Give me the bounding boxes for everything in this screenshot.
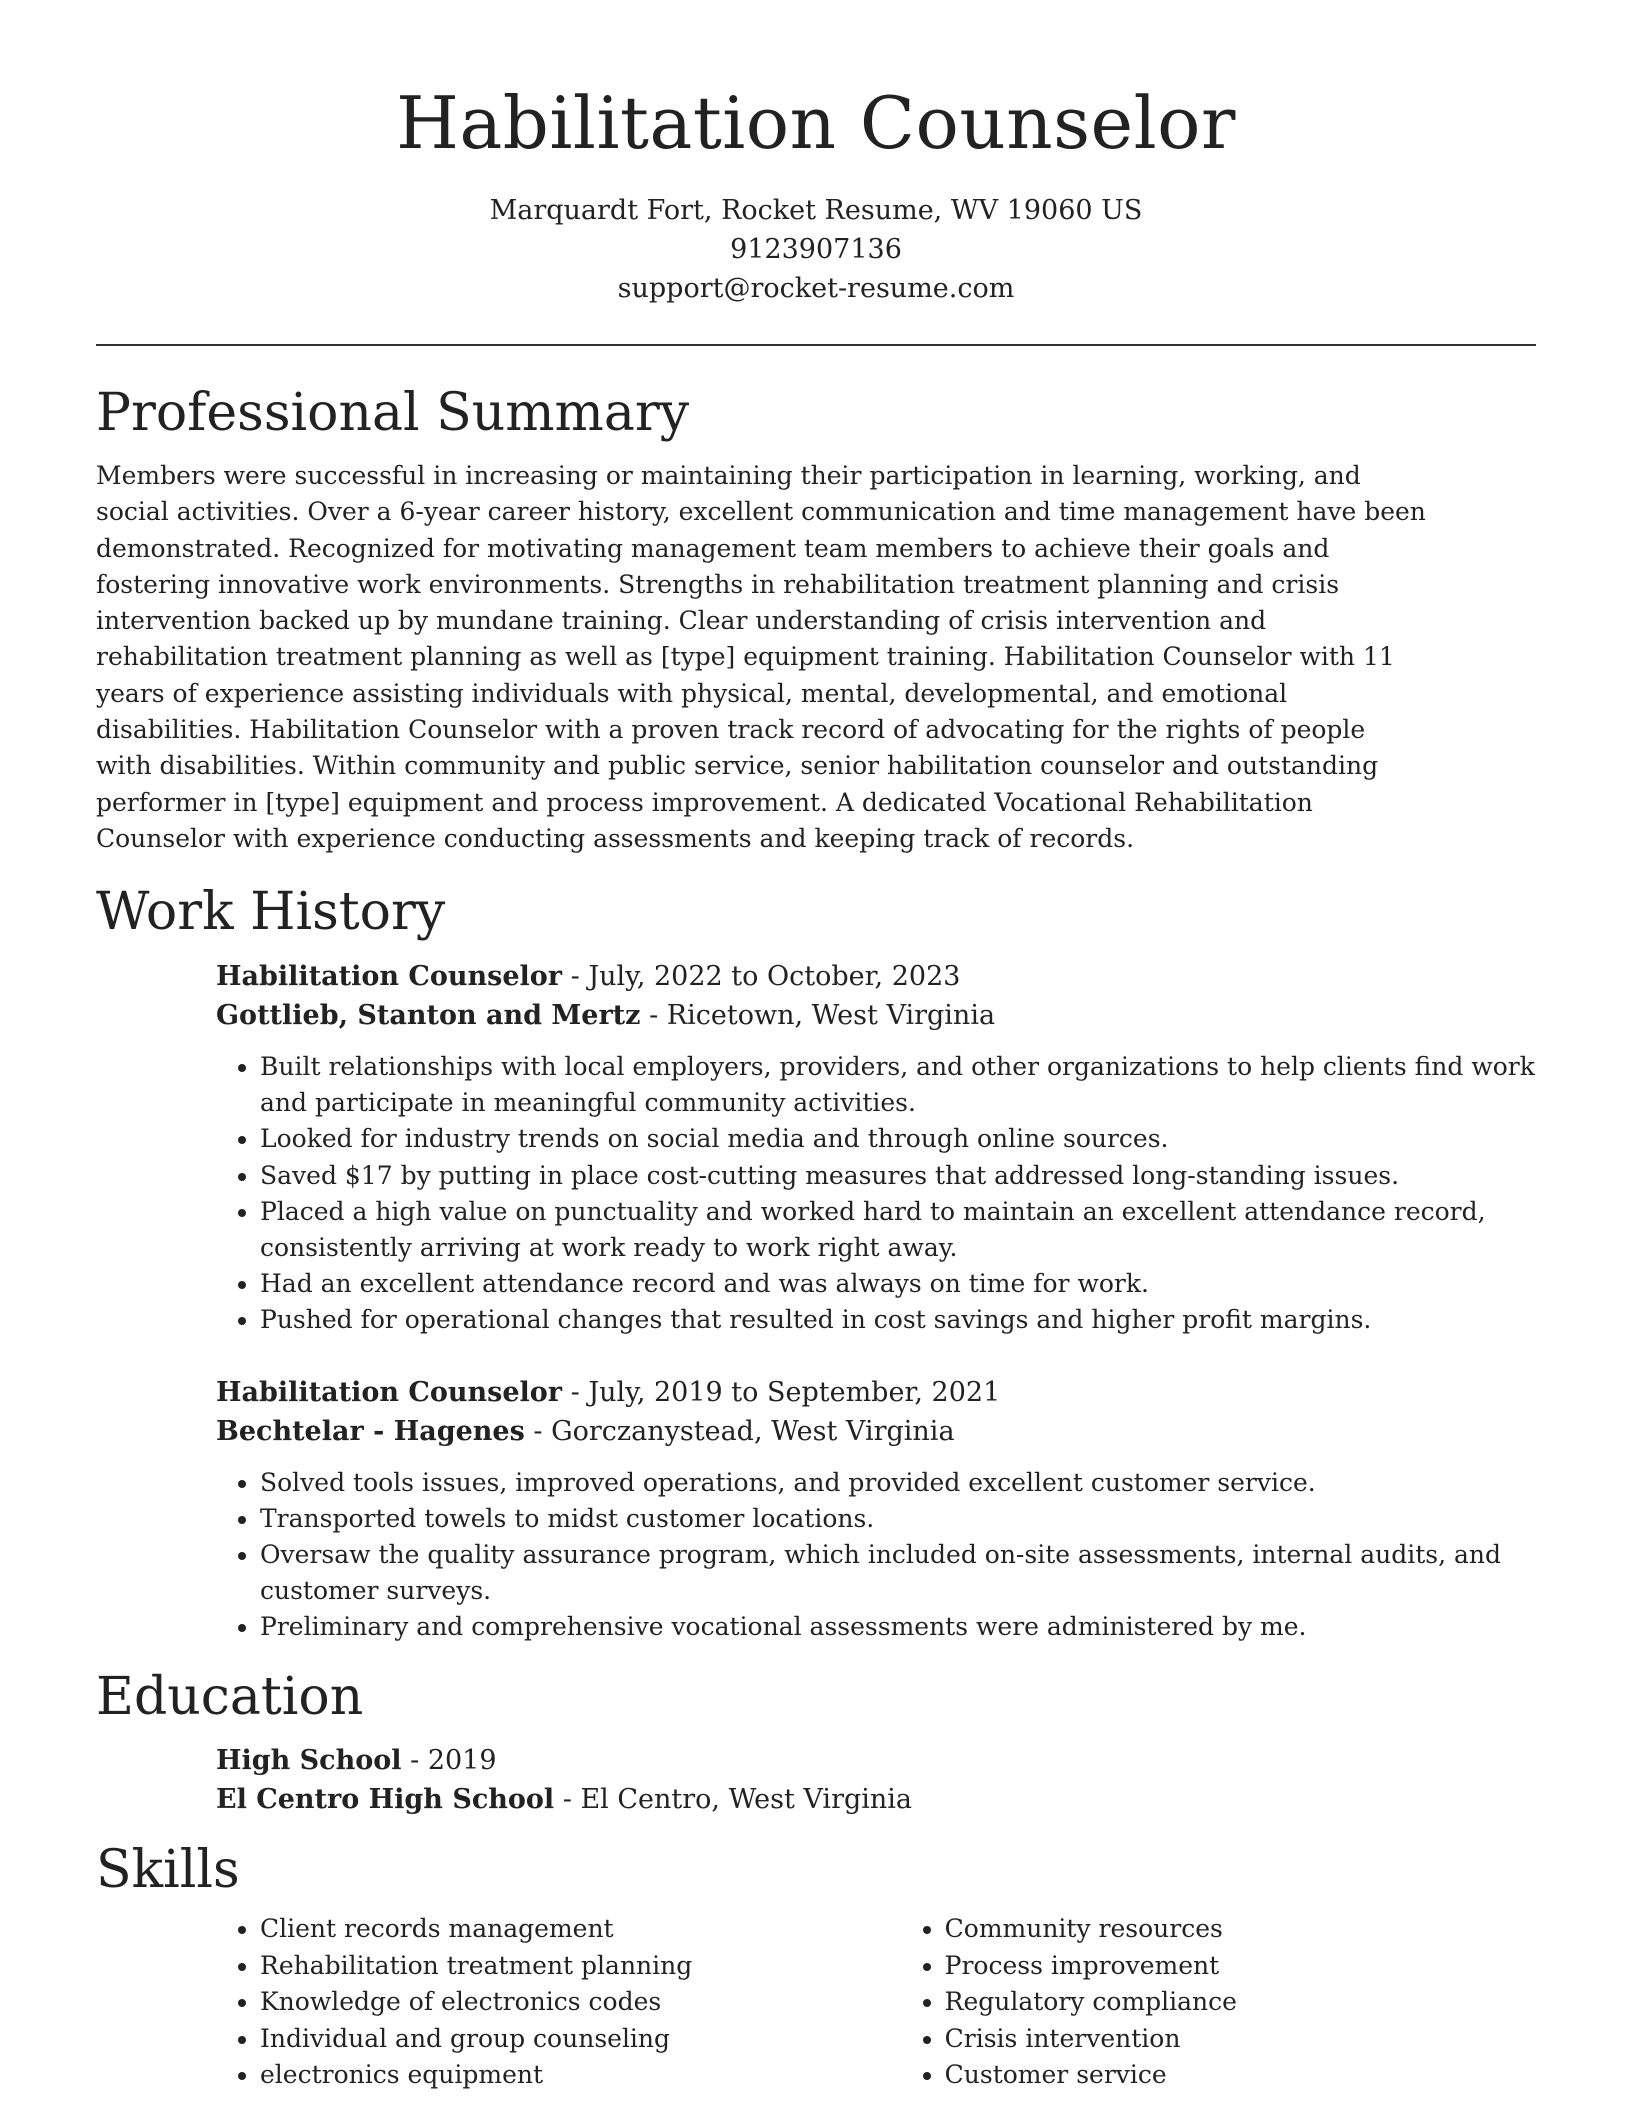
job-dates: - July, 2019 to September, 2021 bbox=[562, 1376, 1001, 1408]
contact-info bbox=[96, 191, 1536, 308]
job-bullets bbox=[216, 1049, 1550, 1339]
job-location: - Ricetown, West Virginia bbox=[640, 1000, 996, 1032]
skills-heading: Skills bbox=[96, 1840, 240, 1901]
resume-header bbox=[96, 0, 1536, 346]
list-item: • Oversaw the quality assurance program, which included on-site assessments, internal audits, and customer surveys. bbox=[260, 1537, 1550, 1609]
list-item: • Solved tools issues, improved operations, and provided excellent customer service. bbox=[260, 1465, 1550, 1501]
list-item: • Knowledge of electronics codes bbox=[260, 1984, 901, 2021]
job-entry bbox=[216, 957, 1536, 1339]
list-item: • Client records management bbox=[260, 1911, 901, 1948]
skills-section bbox=[96, 1841, 1536, 2093]
phone-number: 9123907136 bbox=[730, 234, 902, 266]
summary-heading: Professional Summary bbox=[96, 383, 690, 444]
summary-text: Members were successful in increasing or maintaining their participation in learning, working, and social activities. Over a 6-year career history, excellent communication and time management have been demonstrated. Recognized for motivating management team members to achieve their goals and fostering innovative work environments. Strengths in rehabilitation treatment planning and crisis intervention backed up by mundane training. Clear understanding of crisis intervention and rehabilitation treatment planning as well as [type] equipment training. Habilitation Counselor with 11 years of experience assisting individuals with physical, mental, developmental, and emotional disabilities. Habilitation Counselor with a proven track record of advocating for the rights of people with disabilities. Within community and public service, senior habilitation counselor and outstanding performer in [type] equipment and process improvement. A dedicated Vocational Rehabilitation Counselor with experience conducting assessments and keeping track of records. bbox=[96, 460, 1426, 853]
graduation-year: - 2019 bbox=[401, 1745, 497, 1777]
school-location: - El Centro, West Virginia bbox=[554, 1784, 913, 1816]
list-item: • Crisis intervention bbox=[945, 2021, 1536, 2058]
list-item: • Customer service bbox=[945, 2057, 1536, 2094]
job-entry bbox=[216, 1373, 1536, 1646]
candidate-name: Habilitation Counselor bbox=[396, 81, 1236, 165]
job-dates: - July, 2022 to October, 2023 bbox=[562, 961, 961, 993]
list-item: • Regulatory compliance bbox=[945, 1984, 1536, 2021]
skills-column-right bbox=[901, 1911, 1536, 2094]
job-title-line bbox=[216, 1373, 1536, 1412]
list-item: • Pushed for operational changes that resulted in cost savings and higher profit margins. bbox=[260, 1302, 1550, 1338]
list-item: • Placed a high value on punctuality and worked hard to maintain an excellent attendance record, consistently arriving at work ready to work right away. bbox=[260, 1194, 1550, 1266]
header-divider bbox=[96, 344, 1536, 346]
degree-line bbox=[216, 1741, 1536, 1780]
work-history-heading: Work History bbox=[96, 882, 446, 943]
address: Marquardt Fort, Rocket Resume, WV 19060 US bbox=[489, 195, 1143, 227]
resume-page bbox=[96, 0, 1536, 2094]
list-item: • Built relationships with local employers, providers, and other organizations to help clients find work and participate in meaningful community activities. bbox=[260, 1049, 1550, 1121]
job-company-line bbox=[216, 1412, 1536, 1451]
school-name: El Centro High School bbox=[216, 1784, 555, 1816]
skills-column-left bbox=[216, 1911, 901, 2094]
job-role: Habilitation Counselor bbox=[216, 961, 563, 993]
education-heading: Education bbox=[96, 1666, 364, 1727]
list-item: • Individual and group counseling bbox=[260, 2021, 901, 2058]
education-entry bbox=[216, 1741, 1536, 1819]
list-item: • Had an excellent attendance record and was always on time for work. bbox=[260, 1266, 1550, 1302]
job-role: Habilitation Counselor bbox=[216, 1376, 563, 1408]
work-history-section bbox=[96, 883, 1536, 1645]
list-item: • Transported towels to midst customer locations. bbox=[260, 1501, 1550, 1537]
school-line bbox=[216, 1780, 1536, 1819]
job-bullets bbox=[216, 1465, 1550, 1646]
job-title-line bbox=[216, 957, 1536, 996]
email-address: support@rocket-resume.com bbox=[617, 273, 1015, 305]
list-item: • Preliminary and comprehensive vocational assessments were administered by me. bbox=[260, 1609, 1550, 1645]
education-section bbox=[96, 1668, 1536, 1820]
list-item: • Saved $17 by putting in place cost-cutting measures that addressed long-standing issues. bbox=[260, 1158, 1550, 1194]
job-company: Bechtelar - Hagenes bbox=[216, 1415, 525, 1447]
list-item: • Process improvement bbox=[945, 1948, 1536, 1985]
list-item: • Community resources bbox=[945, 1911, 1536, 1948]
job-company-line bbox=[216, 996, 1536, 1035]
list-item: • Rehabilitation treatment planning bbox=[260, 1948, 901, 1985]
job-company: Gottlieb, Stanton and Mertz bbox=[216, 1000, 641, 1032]
list-item: • Looked for industry trends on social media and through online sources. bbox=[260, 1121, 1550, 1157]
job-location: - Gorczanystead, West Virginia bbox=[524, 1415, 955, 1447]
summary-section bbox=[96, 384, 1536, 857]
degree: High School bbox=[216, 1745, 402, 1777]
skills-list bbox=[216, 1911, 1536, 2094]
list-item: • electronics equipment bbox=[260, 2057, 901, 2094]
